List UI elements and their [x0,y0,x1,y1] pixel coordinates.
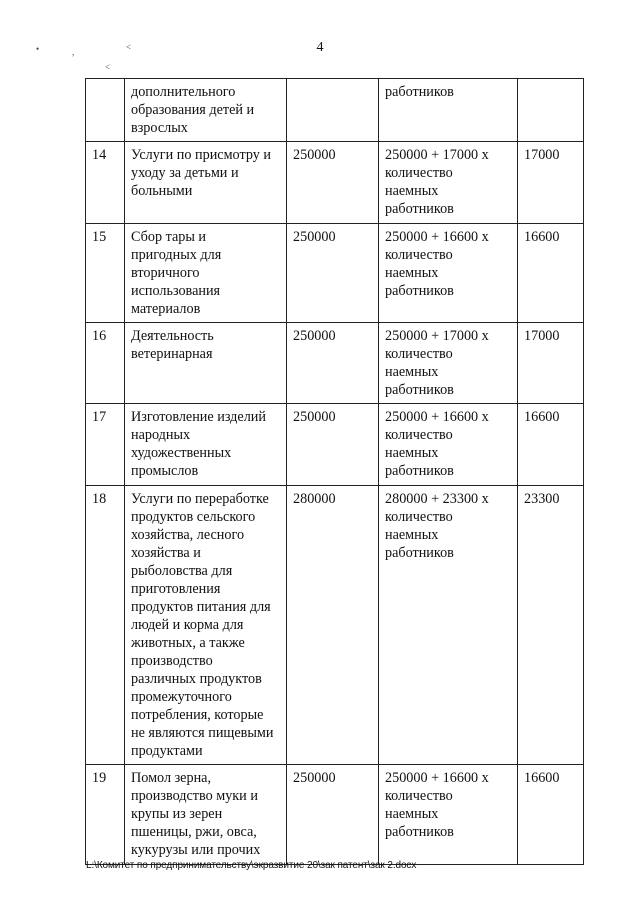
table-row [86,79,584,142]
formula-cell: 250000 + 17000 х количество наемных работников [379,323,518,404]
activity-name-cell: Услуги по переработке продуктов сельского хозяйства, лесного хозяйства и рыболовства для приготовления продуктов питания для людей и корма для животных, а также производство различных продуктов промежуточного потребления, которые не являются пищевыми продуктами [125,486,287,765]
activity-name-cell: Изготовление изделий народных художественных промыслов [125,404,287,486]
base-amount-cell: 250000 [287,765,379,865]
document-file-path: L:\Комитет по предпринимательству\экразвитие 20\зак патент\зак 2.docx [86,860,417,871]
activity-name-cell: Услуги по присмотру и уходу за детьми и больными [125,142,287,224]
increment-cell: 17000 [518,142,584,224]
activity-name-cell: Помол зерна, производство муки и крупы из зерен пшеницы, ржи, овса, кукурузы или прочих [125,765,287,865]
scan-speck: • [36,44,40,54]
table-row [86,224,584,323]
table-row [86,486,584,765]
row-number-cell: 16 [86,323,125,404]
row-number-cell: 18 [86,486,125,765]
formula-cell: работников [379,79,518,142]
formula-cell: 280000 + 23300 х количество наемных работников [379,486,518,765]
tariff-table [85,78,584,865]
row-number-cell: 14 [86,142,125,224]
row-number-cell: 15 [86,224,125,323]
increment-cell: 16600 [518,765,584,865]
table-row [86,765,584,865]
activity-name-cell: Деятельность ветеринарная [125,323,287,404]
increment-cell: 16600 [518,224,584,323]
formula-cell: 250000 + 16600 х количество наемных работников [379,765,518,865]
increment-cell: 23300 [518,486,584,765]
base-amount-cell: 250000 [287,404,379,486]
row-number-cell: 19 [86,765,125,865]
activity-name-cell: Сбор тары и пригодных для вторичного использования материалов [125,224,287,323]
table-row [86,323,584,404]
formula-cell: 250000 + 16600 х количество наемных работников [379,404,518,486]
scan-speck: ˂ [126,42,132,52]
formula-cell: 250000 + 16600 х количество наемных работников [379,224,518,323]
base-amount-cell: 250000 [287,142,379,224]
table-row [86,142,584,224]
row-number-cell: 17 [86,404,125,486]
increment-cell: 17000 [518,323,584,404]
scan-speck: ˂ [105,62,111,72]
base-amount-cell: 280000 [287,486,379,765]
page-number: 4 [316,40,324,55]
activity-name-cell: дополнительного образования детей и взрослых [125,79,287,142]
base-amount-cell: 250000 [287,323,379,404]
scan-speck: , [72,47,75,57]
base-amount-cell [287,79,379,142]
base-amount-cell: 250000 [287,224,379,323]
row-number-cell [86,79,125,142]
increment-cell: 16600 [518,404,584,486]
table-row [86,404,584,486]
formula-cell: 250000 + 17000 х количество наемных работников [379,142,518,224]
increment-cell [518,79,584,142]
